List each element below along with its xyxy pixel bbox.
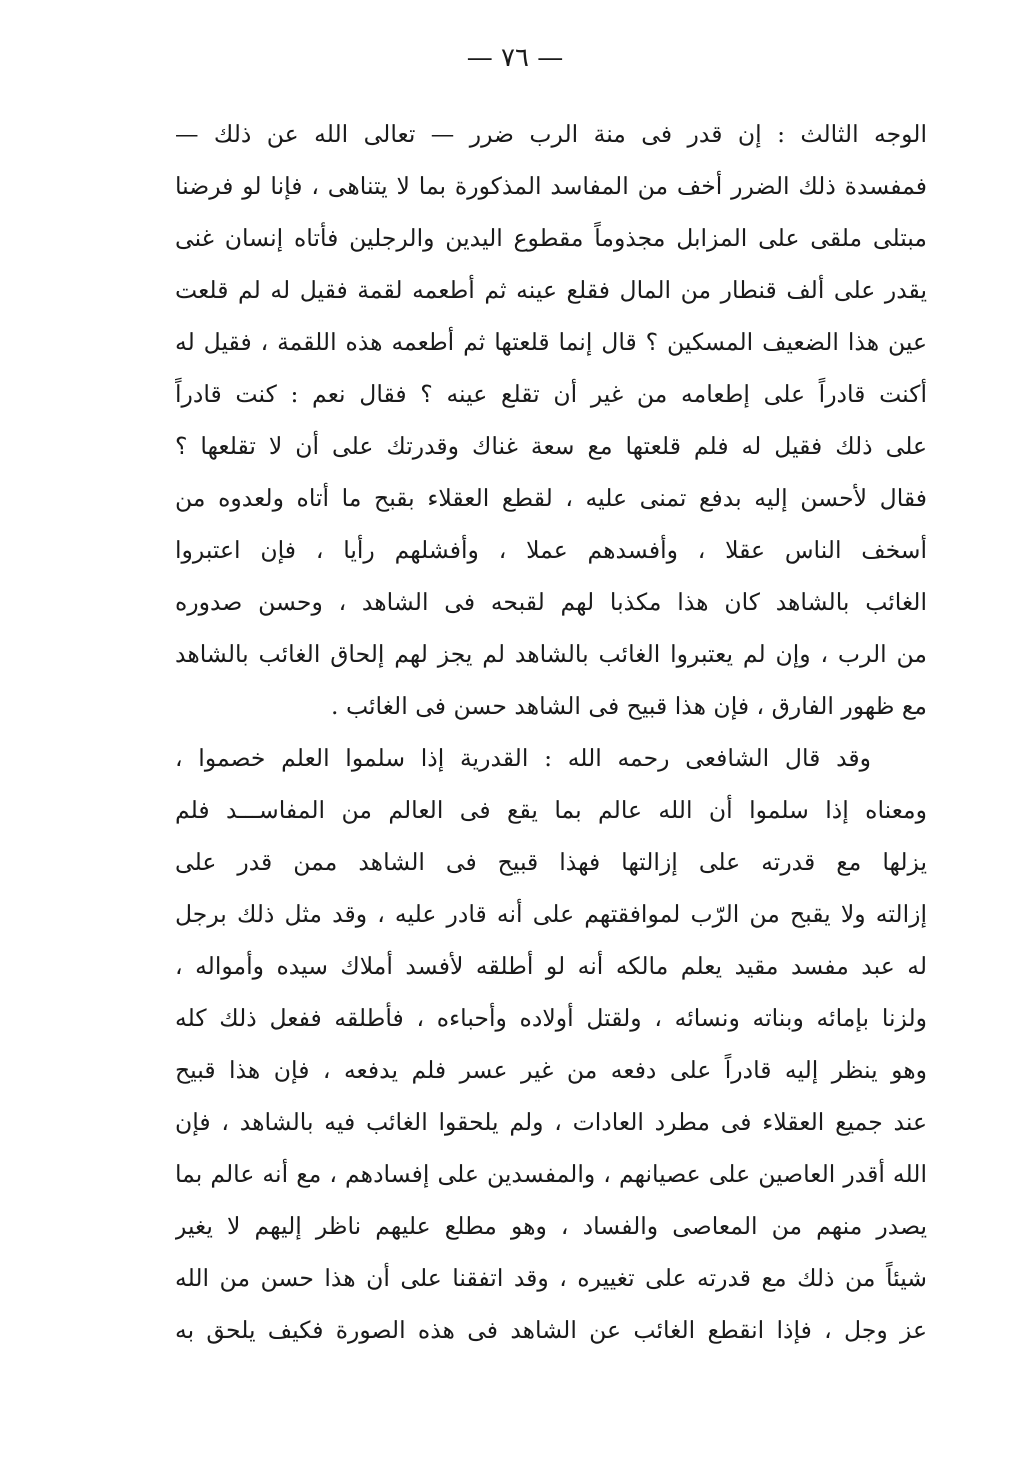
text-line: عند جميع العقلاء فى مطرد العادات ، ولم يلحقوا الغائب فيه بالشاهد ، فإن — [175, 1108, 927, 1136]
text-line: فقال لأحسن إليه بدفع تمنى عليه ، لقطع العقلاء بقبح ما أتاه ولعدوه من — [175, 484, 927, 512]
text-line: عز وجل ، فإذا انقطع الغائب عن الشاهد فى هذه الصورة فكيف يلحق به — [175, 1316, 927, 1344]
paragraph-2 — [175, 732, 927, 1356]
text-line: مبتلى ملقى على المزابل مجذوماً مقطوع اليدين والرجلين فأتاه إنسان غنى — [175, 224, 927, 252]
page-number: — ٧٦ — — [466, 43, 564, 73]
text-line: من الرب ، وإن لم يعتبروا الغائب بالشاهد لم يجز لهم إلحاق الغائب بالشاهد — [175, 640, 927, 668]
text-line: ولزنا بإمائه وبناته ونسائه ، ولقتل أولاده وأحباءه ، فأطلقه ففعل ذلك كله — [175, 1004, 927, 1032]
text-line: يصدر منهم من المعاصى والفساد ، وهو مطلع عليهم ناظر إليهم لا يغير — [175, 1212, 927, 1240]
text-line: مع ظهور الفارق ، فإن هذا قبيح فى الشاهد حسن فى الغائب . — [331, 692, 927, 720]
text-line: وقد قال الشافعى رحمه الله : القدرية إذا سلموا العلم خصموا ، — [175, 744, 871, 772]
text-line: أسخف الناس عقلا ، وأفسدهم عملا ، وأفشلهم رأيا ، فإن اعتبروا — [175, 536, 927, 564]
text-line: وهو ينظر إليه قادراً على دفعه من غير عسر فلم يدفعه ، فإن هذا قبيح — [175, 1056, 927, 1084]
text-line: الغائب بالشاهد كان هذا مكذبا لهم لقبحه فى الشاهد ، وحسن صدوره — [175, 588, 927, 616]
text-line: الله أقدر العاصين على عصيانهم ، والمفسدين على إفسادهم ، مع أنه عالم بما — [175, 1160, 927, 1188]
text-line: عين هذا الضعيف المسكين ؟ قال إنما قلعتها ثم أطعمه هذه اللقمة ، فقيل له — [175, 328, 927, 356]
text-line: الوجه الثالث : إن قدر فى منة الرب ضرر — تعالى الله عن ذلك — — [175, 120, 927, 148]
text-line: ومعناه إذا سلموا أن الله عالم بما يقع فى العالم من المفاســـد فلم — [175, 796, 927, 824]
text-line: أكنت قادراً على إطعامه من غير أن تقلع عينه ؟ فقال نعم : كنت قادراً — [175, 380, 927, 408]
paragraph-1 — [175, 108, 927, 732]
text-line: إزالته ولا يقبح من الرّب لموافقتهم على أنه قادر عليه ، وقد مثل ذلك برجل — [175, 900, 927, 928]
text-line: على ذلك فقيل له فلم قلعتها مع سعة غناك وقدرتك على أن لا تقلعها ؟ — [175, 432, 927, 460]
text-line: يقدر على ألف قنطار من المال فقلع عينه ثم أطعمه لقمة فقيل له لم قلعت — [175, 276, 927, 304]
text-line: شيئاً من ذلك مع قدرته على تغييره ، وقد اتفقنا على أن هذا حسن من الله — [175, 1264, 927, 1292]
text-line: له عبد مفسد مقيد يعلم مالكه أنه لو أطلقه لأفسد أملاك سيده وأمواله ، — [175, 952, 927, 980]
text-line: فمفسدة ذلك الضرر أخف من المفاسد المذكورة بما لا يتناهى ، فإنا لو فرضنا — [175, 172, 927, 200]
text-line: يزلها مع قدرته على إزالتها فهذا قبيح فى الشاهد ممن قدر على — [175, 848, 927, 876]
